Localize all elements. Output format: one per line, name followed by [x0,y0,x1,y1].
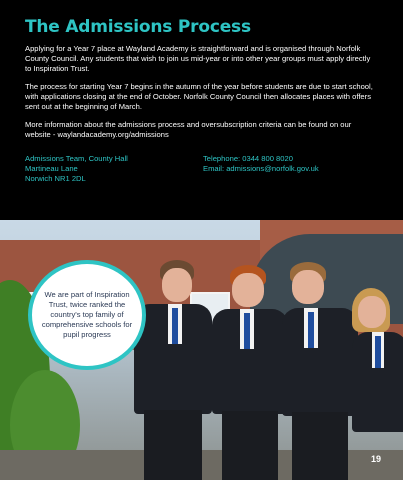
page-title: The Admissions Process [25,17,251,37]
phone-email [203,154,319,184]
inspiration-trust-callout [28,260,146,370]
student [280,262,360,480]
callout-text: We are part of Inspiration Trust, twice ranked the country's top family of comprehensive schools for pupil progress [41,290,133,339]
student [130,260,215,480]
address-line-3: Norwich NR1 2DL [25,174,86,183]
intro-paragraph: Applying for a Year 7 place at Wayland Academy is straightforward and is organised through Norfolk County Council. Any students that wish to join us mid-year or into other year groups must apply directly to Inspiration Trust. [25,44,371,73]
postal-address [25,154,203,184]
admissions-info-panel [0,0,403,220]
telephone-text: Telephone: 0344 800 8020 [203,154,293,163]
address-line-2: Martineau Lane [25,164,78,173]
address-line-1: Admissions Team, County Hall [25,154,128,163]
more-info-paragraph: More information about the admissions process and oversubscription criteria can be found on our website - waylandacademy.org/admissions [25,120,352,139]
page-number: 19 [370,454,381,464]
student [352,288,403,480]
process-paragraph: The process for starting Year 7 begins in the autumn of the year before students are due to start school, with applications closing at the end of October. Norfolk County Council then allocates places with offers sent out at the beginning of March. [25,82,373,111]
email-text: Email: admissions@norfolk.gov.uk [203,164,319,173]
contact-details [25,154,378,184]
